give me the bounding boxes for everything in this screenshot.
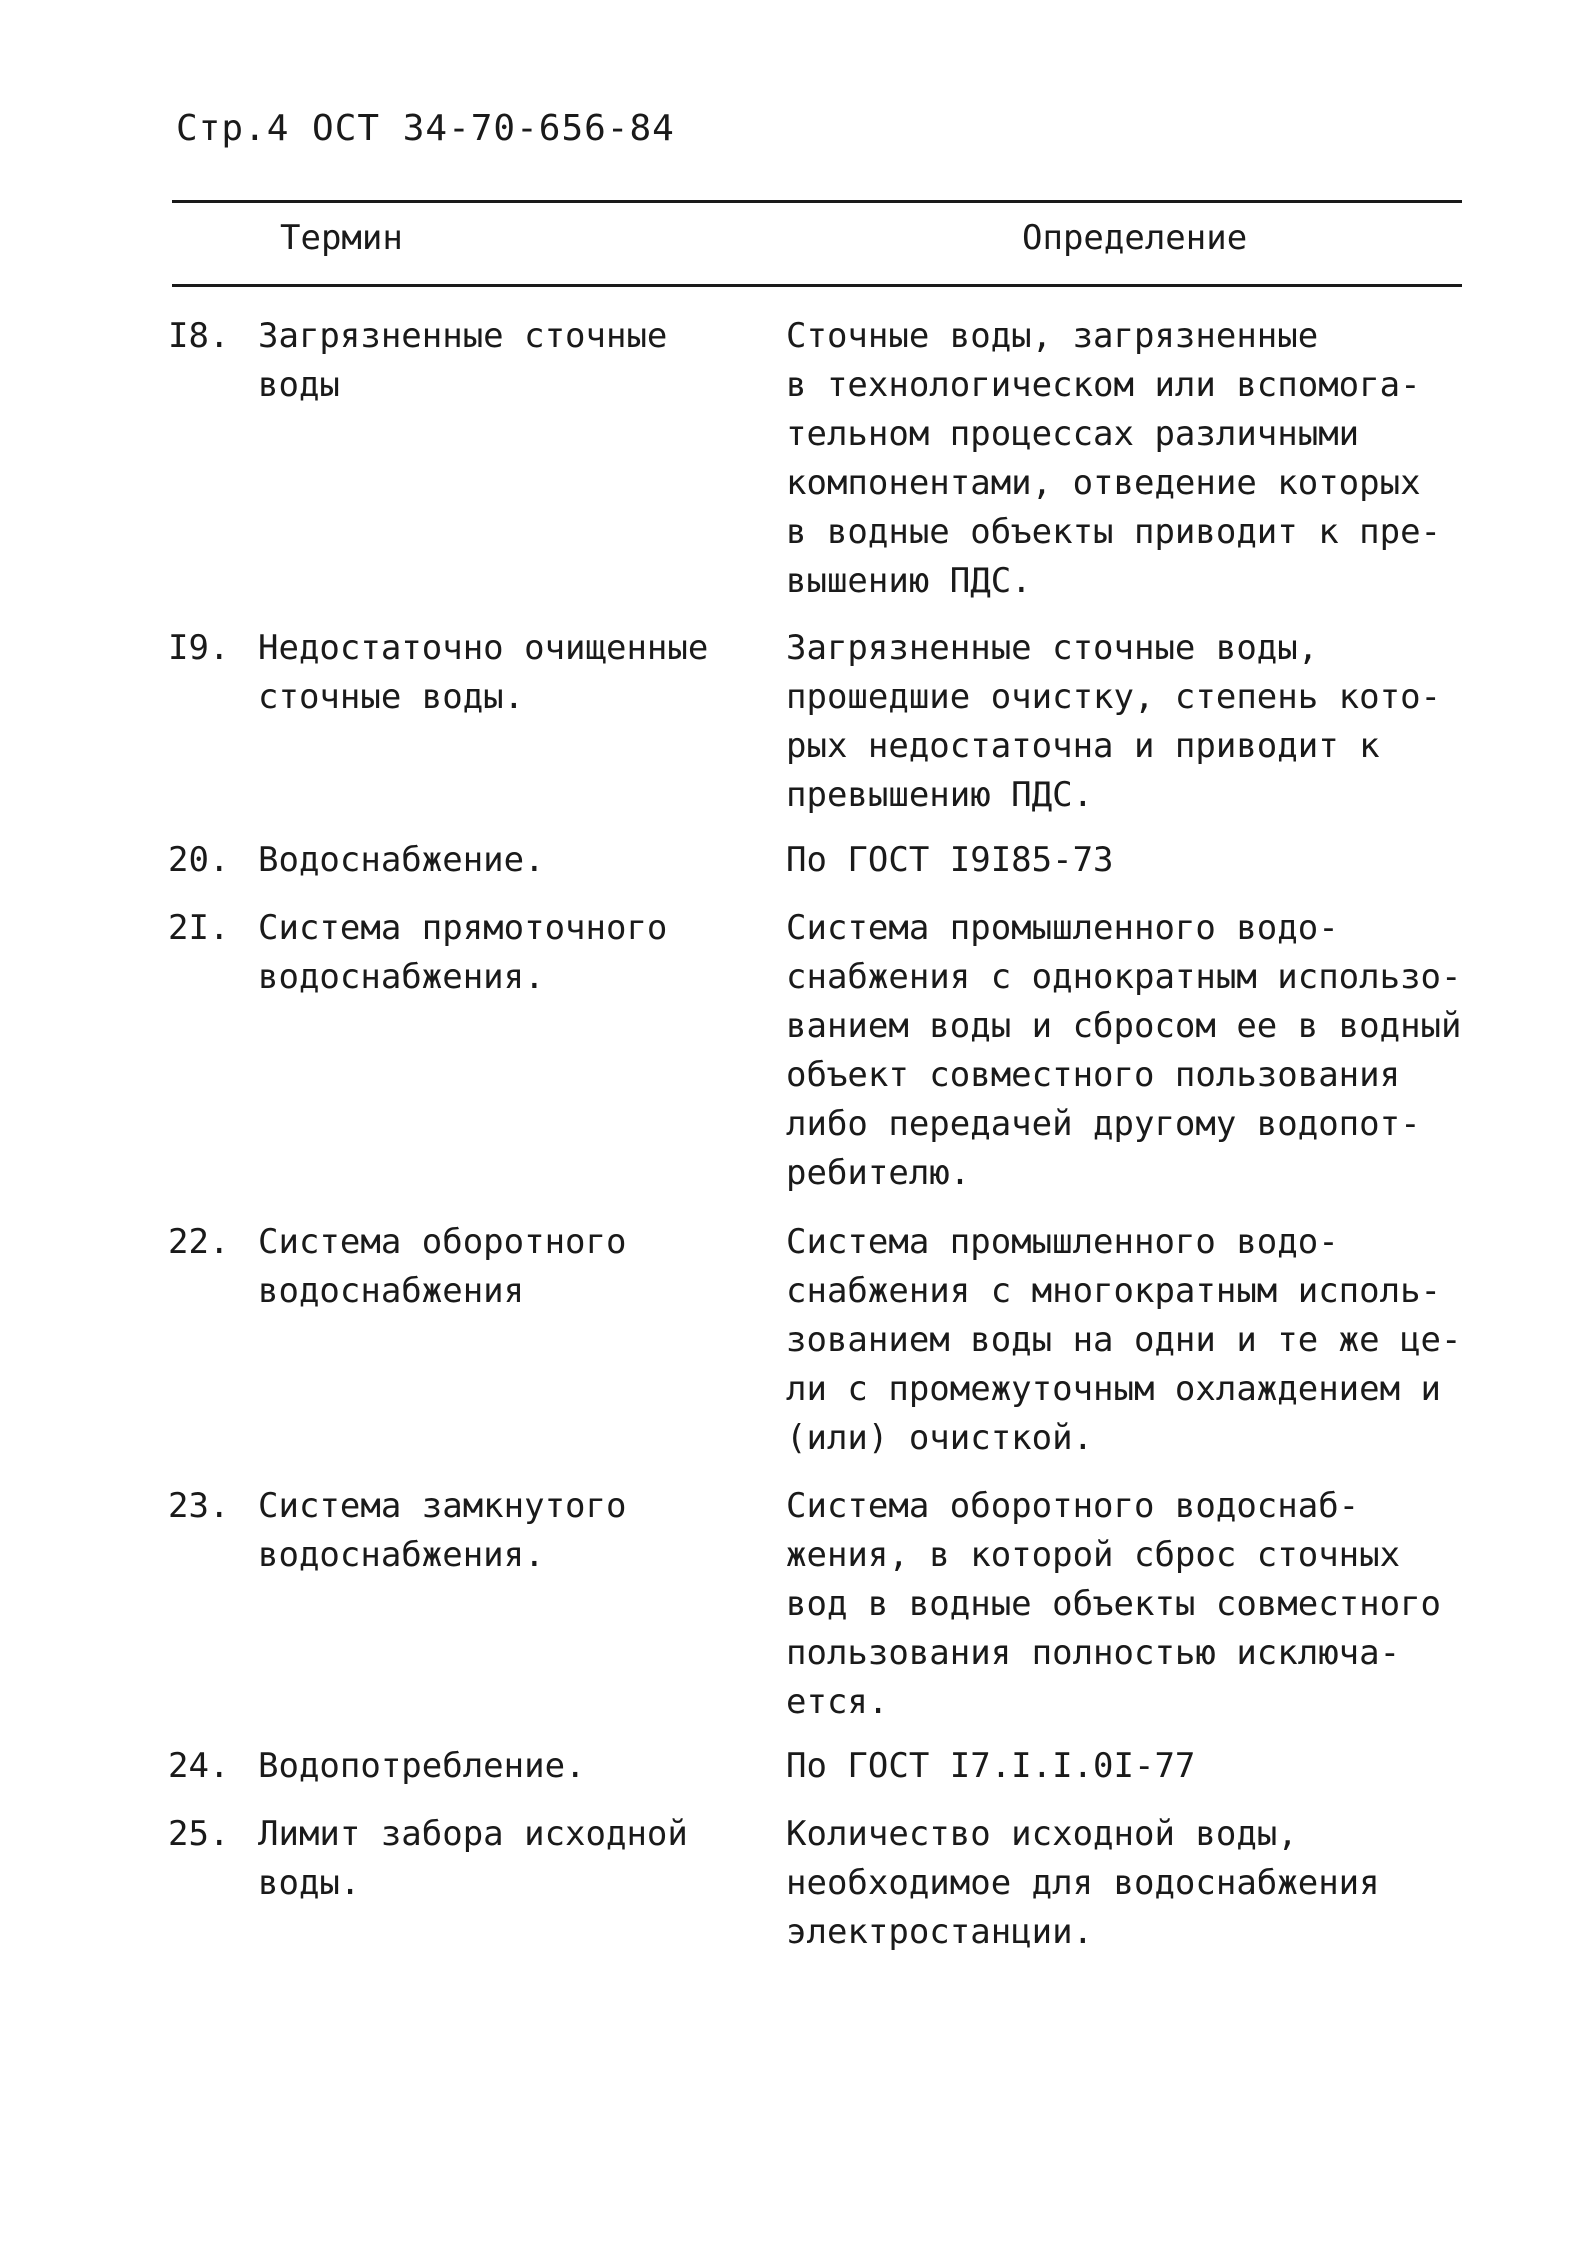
term-number: 25. xyxy=(168,1814,230,1854)
term-number: I8. xyxy=(168,316,230,356)
page-header: Стр.4 ОСТ 34-70-656-84 xyxy=(176,108,675,149)
table-top-rule xyxy=(172,200,1462,203)
term-text: Система оборотного водоснабжения xyxy=(258,1222,627,1311)
term-number: 20. xyxy=(168,840,230,880)
term-number: 23. xyxy=(168,1486,230,1526)
definition-text: По ГОСТ I7.I.I.0I-77 xyxy=(786,1746,1196,1786)
term-text: Загрязненные сточные воды xyxy=(258,316,668,405)
term-text: Водоснабжение. xyxy=(258,840,545,880)
column-header-term: Термин xyxy=(280,218,403,258)
table-header-rule xyxy=(172,284,1462,287)
term-text: Система прямоточного водоснабжения. xyxy=(258,908,668,997)
column-header-definition: Определение xyxy=(1022,218,1248,258)
term-number: 24. xyxy=(168,1746,230,1786)
definition-text: Загрязненные сточные воды, прошедшие очистку, степень кото- рых недостаточна и приводит к превышению ПДС. xyxy=(786,628,1442,815)
definition-text: По ГОСТ I9I85-73 xyxy=(786,840,1114,880)
term-number: I9. xyxy=(168,628,230,668)
definition-text: Сточные воды, загрязненные в технологическом или вспомога- тельном процессах различными компонентами, отведение которых в водные объекты приводит к пре- вышению ПДС. xyxy=(786,316,1442,601)
definition-text: Система промышленного водо- снабжения с многократным исполь- зованием воды на одни и те же це- ли с промежуточным охлаждением и (или) очисткой. xyxy=(786,1222,1462,1458)
term-number: 22. xyxy=(168,1222,230,1262)
term-text: Лимит забора исходной воды. xyxy=(258,1814,688,1903)
term-text: Водопотребление. xyxy=(258,1746,586,1786)
term-number: 2I. xyxy=(168,908,230,948)
definition-text: Количество исходной воды, необходимое для водоснабжения электростанции. xyxy=(786,1814,1380,1952)
term-text: Система замкнутого водоснабжения. xyxy=(258,1486,627,1575)
definition-text: Система оборотного водоснаб- жения, в которой сброс сточных вод в водные объекты совместного пользования полностью исключа- ется. xyxy=(786,1486,1442,1722)
term-text: Недостаточно очищенные сточные воды. xyxy=(258,628,709,717)
definition-text: Система промышленного водо- снабжения с однократным использо- ванием воды и сбросом ее в водный объект совместного пользования либо передачей другому водопот- ребителю. xyxy=(786,908,1462,1193)
